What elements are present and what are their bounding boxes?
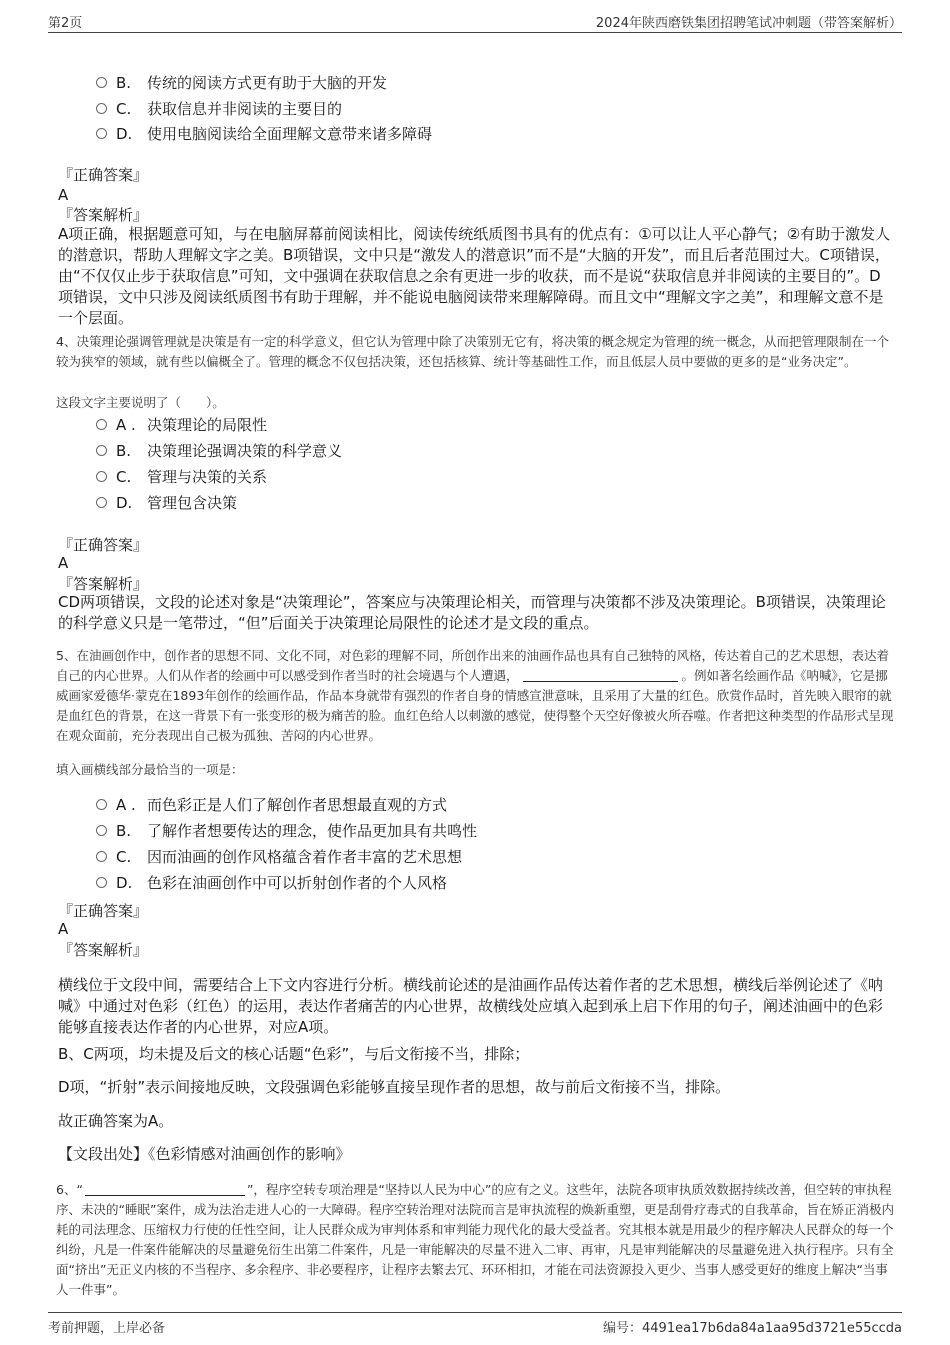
q3-option-c[interactable]: C. 获取信息并非阅读的主要目的 — [96, 98, 342, 120]
fill-in-blank[interactable] — [85, 1181, 245, 1196]
radio-icon[interactable] — [96, 825, 107, 836]
q4-option-d[interactable]: D. 管理包含决策 — [96, 492, 237, 514]
q6-stem: 6、“ ”，程序空转专项治理是“坚持以人民为中心”的应有之义。这些年，法院各项审执质效数据持续改善，但空转的审执程序、未决的“睡眠”案件，成为法治走进人心的一大障碍。程序空转治理对法院而言是审执流程的焕新重塑，更是刮骨疗毒式的自我革命，旨在矫正消极内耗的司法理念、压缩权力行使的任性空间，让人民群众成为审判体系和审判能力现代化的最大受益者。究其根本就是用最少的程序解决人民群众的每一个纠纷，凡是一件案件能解决的尽量避免衍生出第二件案件，凡是一审能解决的尽量不进入二审、再审，凡是审判能解决的尽量避免进入执行程序。只有全面“挤出”无正义内核的不当程序、多余程序、非必要程序，让程序去繁去冗、环环相扣，才能在司法资源投入更少、当事人感受更好的维度上解决“当事人一件事”。 — [56, 1182, 894, 1297]
radio-icon[interactable] — [96, 128, 107, 139]
radio-icon[interactable] — [96, 471, 107, 482]
q5-analysis-p3: D项，“折射”表示间接地反映，文段强调色彩能够直接呈现作者的思想，故与前后文衔接不当，排除。 — [58, 1078, 731, 1096]
radio-icon[interactable] — [96, 497, 107, 508]
q4-analysis-label: 『答案解析』 — [58, 575, 149, 593]
q4-answer: A — [58, 554, 69, 572]
q5-source: 【文段出处】《色彩情感对油画创作的影响》 — [58, 1145, 351, 1163]
q3-answer: A — [58, 186, 69, 204]
option-text: 管理包含决策 — [147, 494, 238, 512]
q3-analysis-label: 『答案解析』 — [58, 206, 149, 224]
option-text: 决策理论的局限性 — [147, 416, 268, 434]
option-text: 管理与决策的关系 — [147, 468, 268, 486]
q4-option-c[interactable]: C. 管理与决策的关系 — [96, 466, 267, 488]
q5-answer: A — [58, 920, 69, 938]
document-title: 2024年陕西磨铁集团招聘笔试冲刺题（带答案解析） — [595, 16, 902, 31]
q5-option-c[interactable]: C. 因而油画的创作风格蕴含着作者丰富的艺术思想 — [96, 846, 462, 868]
radio-icon[interactable] — [96, 799, 107, 810]
q5-answer-label: 『正确答案』 — [58, 902, 149, 920]
radio-icon[interactable] — [96, 419, 107, 430]
radio-icon[interactable] — [96, 851, 107, 862]
option-text: 了解作者想要传达的理念，使作品更加具有共鸣性 — [147, 822, 478, 840]
q5-analysis-p4: 故正确答案为A。 — [58, 1112, 174, 1130]
radio-icon[interactable] — [96, 445, 107, 456]
radio-icon[interactable] — [96, 877, 107, 888]
fill-in-blank[interactable] — [523, 667, 678, 682]
q5-analysis-label: 『答案解析』 — [58, 941, 149, 959]
q5-stem: 5、在油画创作中，创作者的思想不同、文化不同，对色彩的理解不同，所创作出来的油画作品也具有自己独特的风格，传达着自己的艺术思想，表达着自己的内心世界。人们从作者的绘画中可以感受到作者当时的社会境遇与个人遭遇， 。例如著名绘画作品《呐喊》，它是挪威画家爱德华·蒙克在1893年创作的绘画作品，作品本身就带有强烈的作者自身的情感宣泄意味，且采用了大量的红色。欣赏作品时，首先映入眼帘的就是血红色的背景，在这一背景下有一张变形的极为痛苦的脸。血红色给人以刺激的感觉，使得整个天空好像被火所吞噬。作者把这种类型的作品形式呈现在观众面前，充分表现出自己极为孤独、苦闷的内心世界。 — [56, 648, 894, 743]
q4-option-b[interactable]: B. 决策理论强调决策的科学意义 — [96, 440, 342, 462]
option-text: 而色彩正是人们了解创作者思想最直观的方式 — [147, 796, 448, 814]
page-header — [48, 10, 902, 33]
q3-answer-label: 『正确答案』 — [58, 166, 149, 184]
q5-question: 填入画横线部分最恰当的一项是： — [56, 762, 244, 777]
option-text: 决策理论强调决策的科学意义 — [147, 442, 343, 460]
q3-option-b[interactable]: B. 传统的阅读方式更有助于大脑的开发 — [96, 72, 387, 94]
q4-question: 这段文字主要说明了（ ）。 — [56, 395, 225, 410]
page-footer — [48, 1312, 902, 1337]
document-code: 编号：4491ea17b6da84a1aa95d3721e55ccda — [603, 1321, 902, 1336]
q4-answer-label: 『正确答案』 — [58, 536, 149, 554]
radio-icon[interactable] — [96, 103, 107, 114]
footer-slogan: 考前押题，上岸必备 — [48, 1321, 166, 1336]
q5-option-b[interactable]: B. 了解作者想要传达的理念，使作品更加具有共鸣性 — [96, 820, 477, 842]
q5-analysis-p1: 横线位于文段中间，需要结合上下文内容进行分析。横线前论述的是油画作品传达着作者的艺术思想，横线后举例论述了《呐喊》中通过对色彩（红色）的运用，表达作者痛苦的内心世界，故横线处应填入起到承上启下作用的句子，阐述油画中的色彩能够直接表达作者的内心世界，对应A项。 — [58, 976, 884, 1036]
radio-icon[interactable] — [96, 77, 107, 88]
option-text: 色彩在油画创作中可以折射创作者的个人风格 — [147, 874, 448, 892]
option-text: 传统的阅读方式更有助于大脑的开发 — [147, 74, 388, 92]
q4-option-a[interactable]: A . 决策理论的局限性 — [96, 414, 267, 436]
page-number: 第2页 — [48, 16, 83, 31]
q5-analysis-p2: B、C两项，均未提及后文的核心话题“色彩”，与后文衔接不当，排除； — [58, 1045, 530, 1063]
q5-option-d[interactable]: D. 色彩在油画创作中可以折射创作者的个人风格 — [96, 872, 447, 894]
q3-option-d[interactable]: D. 使用电脑阅读给全面理解文意带来诸多障碍 — [96, 123, 432, 145]
q4-stem: 4、决策理论强调管理就是决策是有一定的科学意义，但它认为管理中除了决策别无它有，将决策的概念规定为管理的统一概念，从而把管理限制在一个较为狭窄的领域，就有些以偏概全了。管理的概念不仅包括决策，还包括核算、统计等基础性工作，而且低层人员中要做的更多的是“业务决定”。 — [56, 334, 889, 369]
option-text: 因而油画的创作风格蕴含着作者丰富的艺术思想 — [147, 848, 463, 866]
q3-analysis: A项正确，根据题意可知，与在电脑屏幕前阅读相比，阅读传统纸质图书具有的优点有：①可以让人平心静气；②有助于激发人的潜意识，帮助人理解文字之美。B项错误，文中只是“激发人的潜意识”而不是“大脑的开发”，而且后者范围过大。C项错误，由“不仅仅止步于获取信息”可知，文中强调在获取信息之余有更进一步的收获，而不是说“获取信息并非阅读的主要目的”。D项错误，文中只涉及阅读纸质图书有助于理解，并不能说电脑阅读带来理解障碍。而且文中“理解文字之美”，和理解文意不是一个层面。 — [58, 225, 891, 327]
option-text: 获取信息并非阅读的主要目的 — [147, 100, 343, 118]
q5-option-a[interactable]: A . 而色彩正是人们了解创作者思想最直观的方式 — [96, 794, 447, 816]
option-text: 使用电脑阅读给全面理解文意带来诸多障碍 — [147, 125, 433, 143]
q4-analysis: CD两项错误，文段的论述对象是“决策理论”，答案应与决策理论相关，而管理与决策都不涉及决策理论。B项错误，决策理论的科学意义只是一笔带过，“但”后面关于决策理论局限性的论述才是文段的重点。 — [58, 593, 886, 632]
